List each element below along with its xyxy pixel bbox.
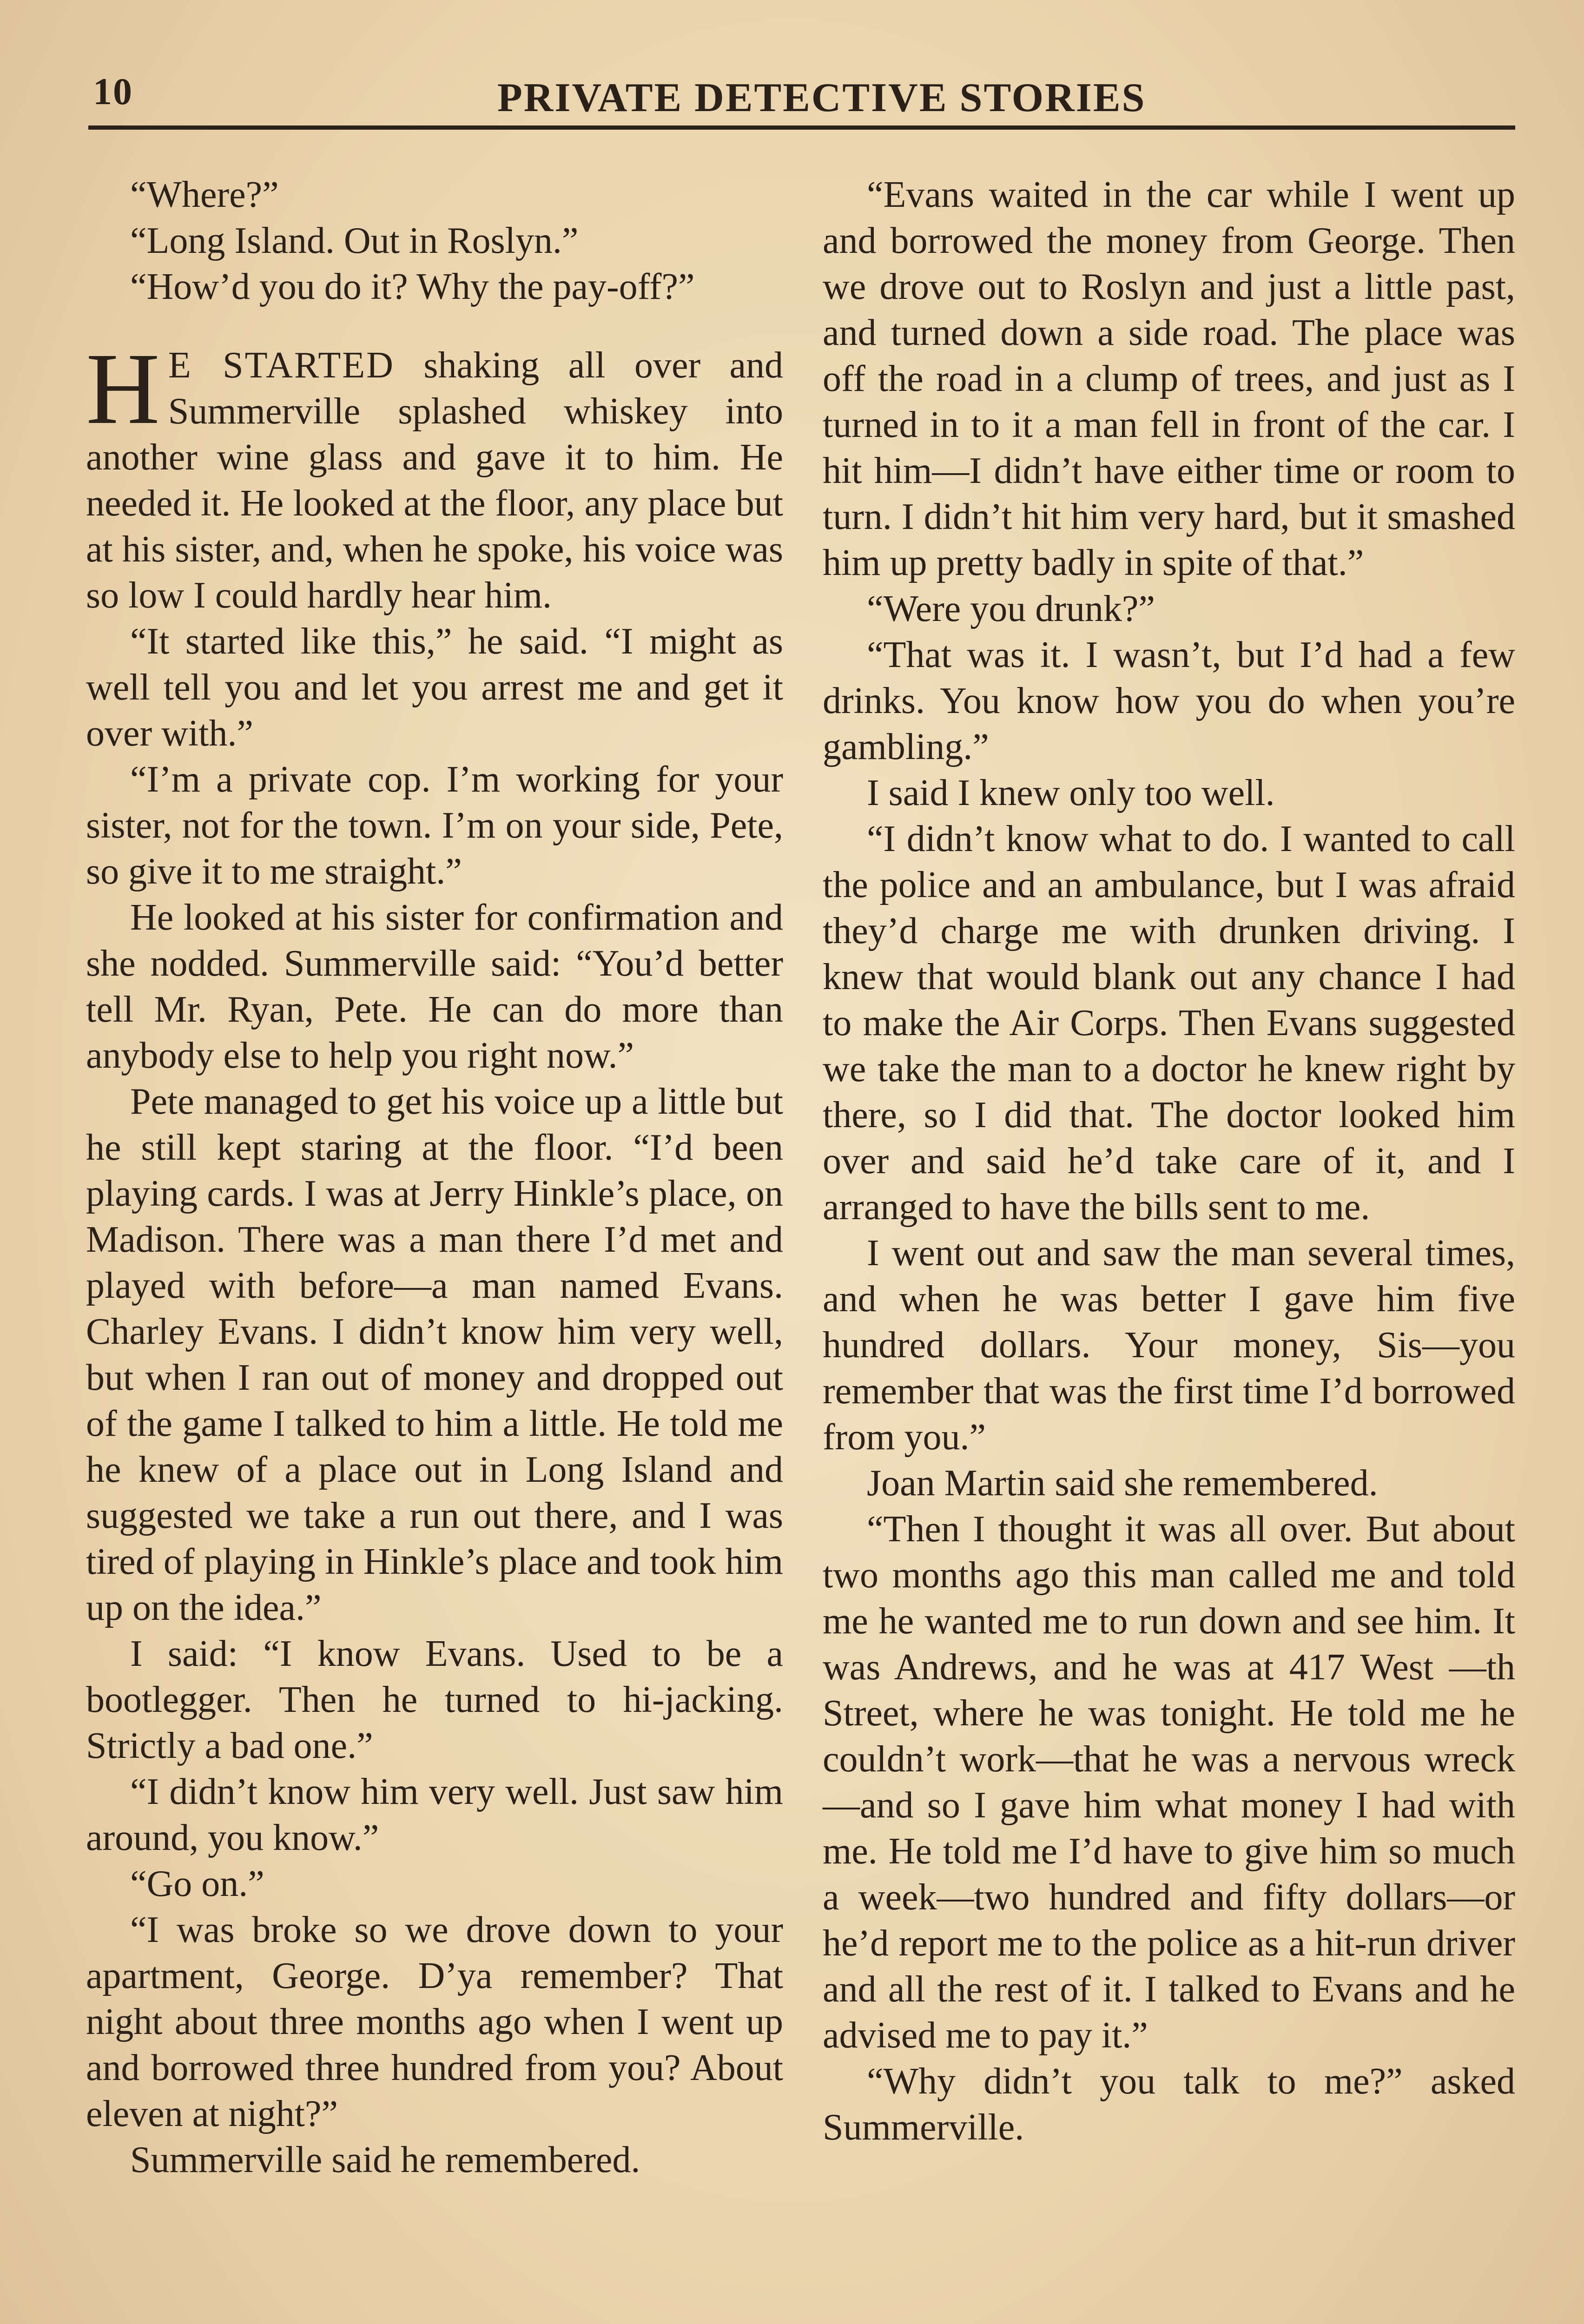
page-number: 10 [93,70,133,112]
section-break [86,310,783,343]
drop-cap: H [86,332,160,445]
paragraph: “Where?” [130,174,279,215]
paragraph: I said: “I know Evans. Used to be a bootlegger. Then he turned to hi-jacking. Strictly a bad one.” [86,1633,783,1766]
left-column [86,172,783,2183]
paragraph: Joan Martin said she remembered. [867,1463,1378,1504]
paragraph: Pete managed to get his voice up a little but he still kept staring at the floor. “I’d been playing cards. I was at Jerry Hinkle’s place, on Madison. There was a man there I’d met and played with before—a man named Evans. Charley Evans. I didn’t know him very well, but when I ran out of money and dropped out of the game I talked to him a little. He told me he knew of a place out in Long Island and suggested we take a run out there, and I was tired of playing in Hinkle’s place and took him up on the idea.” [86,1081,783,1628]
paragraph: “I didn’t know him very well. Just saw him around, you know.” [86,1771,783,1858]
paragraph: “I’m a private cop. I’m working for your sister, not for the town. I’m on your side, Pete, so give it to me straight.” [86,759,783,892]
paragraph: “Evans waited in the car while I went up and borrowed the money from George. Then we drove out to Roslyn and just a little past, and turned down a side road. The place was off the road in a clump of trees, and just as I turned in to it a man fell in front of the car. I hit him—I didn’t have either time or room to turn. I didn’t hit him very hard, but it smashed him up pretty badly in spite of that.” [823,174,1515,583]
paragraph: “I didn’t know what to do. I wanted to call the police and an ambulance, but I was afraid they’d charge me with drunken driving. I knew that would blank out any chance I had to make the Air Corps. Then Evans suggested we take the man to a doctor he knew right by there, so I did that. The doctor looked him over and said he’d take care of it, and I arranged to have the bills sent to me. [823,819,1515,1228]
paragraph: “How’d you do it? Why the pay-off?” [130,266,695,307]
paragraph: “Were you drunk?” [867,588,1155,629]
paragraph: “Why didn’t you talk to me?” asked Summerville. [823,2061,1515,2148]
paragraph: “Then I thought it was all over. But about two months ago this man called me and told me he wanted me to run down and see him. It was Andrews, and he was at 417 West —th Street, where he was tonight. He told me he couldn’t work—that he was a nervous wreck—and so I gave him what money I had with me. He told me I’d have to give him so much a week—two hundred and fifty dollars—or he’d report me to the police as a hit-run driver and all the rest of it. I talked to Evans and he advised me to pay it.” [823,1509,1515,2056]
paragraph: I went out and saw the man several times, and when he was better I gave him five hundred dollars. Your money, Sis—you remember that was the first time I’d borrowed from you.” [823,1233,1515,1458]
header-rule [88,125,1515,130]
paragraph: “I was broke so we drove down to your apartment, George. D’ya remember? That night about three months ago when I went up and borrowed three hundred from you? About eleven at night?” [86,1909,783,2134]
right-column [823,172,1515,2151]
running-title: PRIVATE DETECTIVE STORIES [497,75,1146,120]
paragraph-text: shaking all over and Summerville splashed whiskey into another wine glass and gave it to him. He needed it. He looked at the floor, any place but at his sister, and, when he spoke, his voice was so low I could hardly hear him. [86,345,784,616]
paragraph: Summerville said he remembered. [130,2139,640,2180]
paragraph-opening [86,332,784,619]
paragraph: “It started like this,” he said. “I might as well tell you and let you arrest me and get it over with.” [86,621,783,754]
paragraph: He looked at his sister for confirmation and she nodded. Summerville said: “You’d better tell Mr. Ryan, Pete. He can do more than anybody else to help you right now.” [86,897,783,1076]
paragraph: I said I knew only too well. [867,772,1275,813]
paragraph: “Go on.” [130,1863,264,1904]
lead-in-caps: E STARTED [168,345,395,386]
paragraph: “Long Island. Out in Roslyn.” [130,220,579,261]
paragraph: “That was it. I wasn’t, but I’d had a few drinks. You know how you do when you’re gambling.” [823,634,1515,767]
